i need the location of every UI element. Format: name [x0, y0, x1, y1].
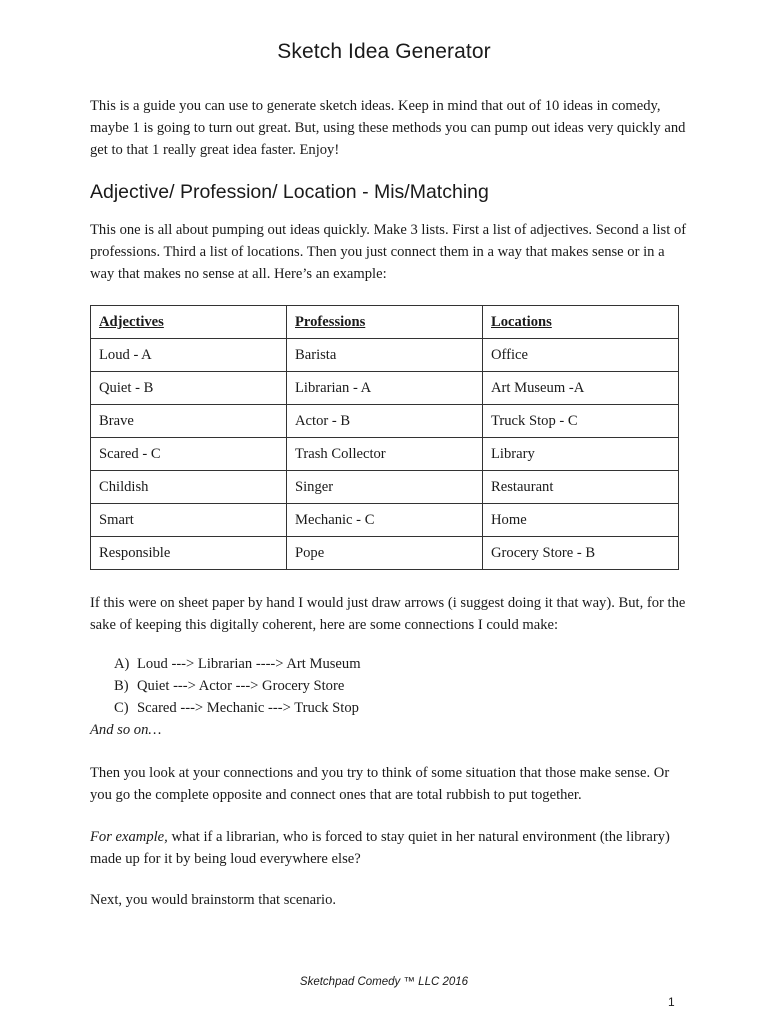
list-marker: A)	[114, 656, 130, 672]
header-adjectives: Adjectives	[91, 306, 287, 339]
list-item	[90, 653, 361, 675]
table-row	[91, 504, 679, 537]
table-cell: Truck Stop - C	[483, 405, 679, 438]
section-intro-paragraph: This one is all about pumping out ideas quickly. Make 3 lists. First a list of adjectives. Second a list of professions. Third a list of locations. Then you just connect them in a way that makes sense or in a way that makes no sense at all. Here’s an example:	[90, 222, 687, 282]
page-number: 1	[668, 995, 675, 1009]
table-cell: Trash Collector	[287, 438, 483, 471]
after-table-paragraph: If this were on sheet paper by hand I would just draw arrows (i suggest doing it that way). But, for the sake of keeping this digitally coherent, here are some connections I could make:	[90, 595, 686, 633]
table-cell: Restaurant	[483, 471, 679, 504]
list-item-text: Scared ---> Mechanic ---> Truck Stop	[137, 700, 359, 716]
example-text: what if a librarian, who is forced to stay quiet in her natural environment (the library) made up for it by being loud everywhere else?	[90, 829, 670, 867]
table-row	[91, 339, 679, 372]
table-cell: Loud - A	[91, 339, 287, 372]
ideas-table	[90, 305, 679, 570]
table-cell: Barista	[287, 339, 483, 372]
section-heading: Adjective/ Profession/ Location - Mis/Matching	[90, 181, 489, 203]
header-professions: Professions	[287, 306, 483, 339]
example-paragraph	[90, 826, 690, 870]
table-cell: Mechanic - C	[287, 504, 483, 537]
table-cell: Childish	[91, 471, 287, 504]
list-marker: B)	[114, 678, 129, 694]
then-paragraph: Then you look at your connections and you try to think of some situation that those make sense. Or you go the complete opposite and connect ones that are total rubbish to put together.	[90, 765, 670, 803]
table-row	[91, 372, 679, 405]
and-so-on-text: And so on…	[90, 722, 162, 738]
page-title: Sketch Idea Generator	[277, 40, 491, 63]
table-header-row	[91, 306, 679, 339]
table-cell: Singer	[287, 471, 483, 504]
page-footer: Sketchpad Comedy ™ LLC 2016	[299, 976, 469, 988]
table-cell: Home	[483, 504, 679, 537]
example-lead: For example,	[90, 829, 168, 845]
list-item	[90, 675, 361, 697]
table-row	[91, 471, 679, 504]
table-row	[91, 537, 679, 570]
table-cell: Grocery Store - B	[483, 537, 679, 570]
table-cell: Art Museum -A	[483, 372, 679, 405]
table-cell: Library	[483, 438, 679, 471]
connections-list	[90, 653, 361, 719]
list-item	[90, 697, 361, 719]
table-cell: Quiet - B	[91, 372, 287, 405]
list-item-text: Quiet ---> Actor ---> Grocery Store	[137, 678, 345, 694]
next-paragraph: Next, you would brainstorm that scenario.	[90, 892, 337, 908]
intro-paragraph: This is a guide you can use to generate sketch ideas. Keep in mind that out of 10 ideas in comedy, maybe 1 is going to turn out great. But, using these methods you can pump out ideas very quickly and get to that 1 really great idea faster. Enjoy!	[90, 98, 686, 158]
table-cell: Responsible	[91, 537, 287, 570]
table-cell: Office	[483, 339, 679, 372]
header-locations: Locations	[483, 306, 679, 339]
table-cell: Scared - C	[91, 438, 287, 471]
table-row	[91, 438, 679, 471]
list-item-text: Loud ---> Librarian ----> Art Museum	[137, 656, 361, 672]
table-cell: Smart	[91, 504, 287, 537]
table-cell: Pope	[287, 537, 483, 570]
table-cell: Actor - B	[287, 405, 483, 438]
table-cell: Librarian - A	[287, 372, 483, 405]
list-marker: C)	[114, 700, 129, 716]
table-row	[91, 405, 679, 438]
table-cell: Brave	[91, 405, 287, 438]
